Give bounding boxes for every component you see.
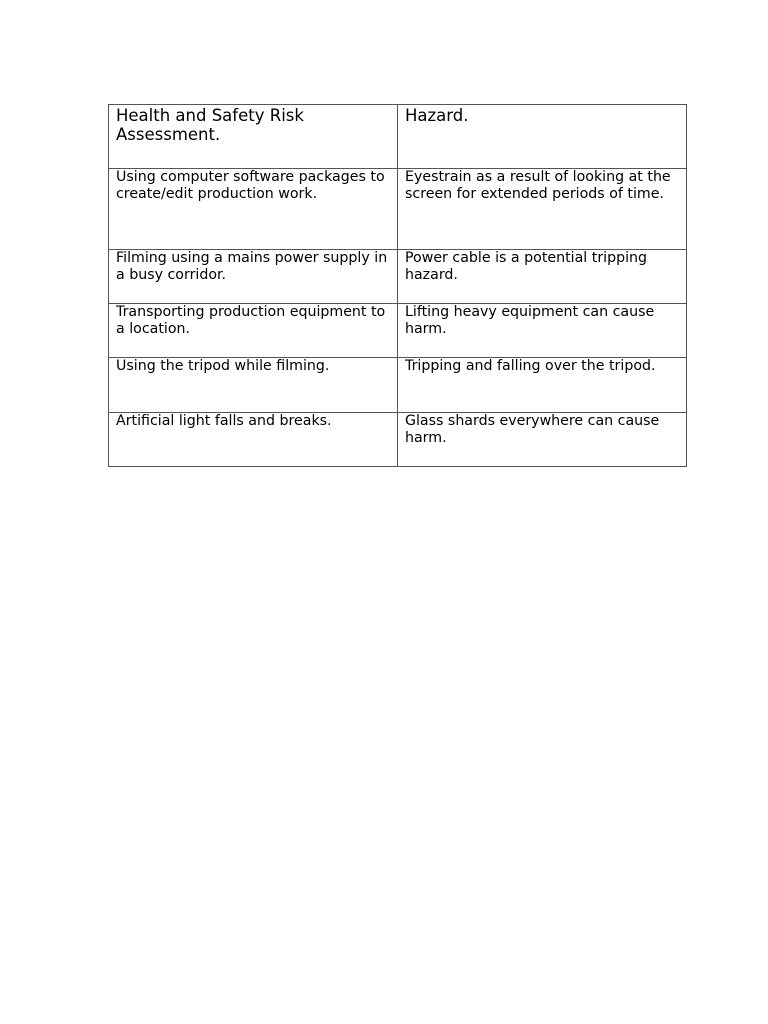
activity-cell: Using computer software packages to create/edit production work. (109, 169, 398, 250)
hazard-cell: Lifting heavy equipment can cause harm. (398, 304, 687, 358)
header-hazard: Hazard. (398, 105, 687, 169)
header-risk-assessment: Health and Safety Risk Assessment. (109, 105, 398, 169)
hazard-cell: Eyestrain as a result of looking at the screen for extended periods of time. (398, 169, 687, 250)
table-row (109, 304, 687, 358)
activity-cell: Transporting production equipment to a location. (109, 304, 398, 358)
activity-cell: Filming using a mains power supply in a busy corridor. (109, 250, 398, 304)
table-row (109, 358, 687, 413)
hazard-cell: Glass shards everywhere can cause harm. (398, 413, 687, 467)
hazard-cell: Power cable is a potential tripping hazard. (398, 250, 687, 304)
activity-cell: Artificial light falls and breaks. (109, 413, 398, 467)
table-row (109, 413, 687, 467)
table-row (109, 169, 687, 250)
table-header-row (109, 105, 687, 169)
activity-cell: Using the tripod while filming. (109, 358, 398, 413)
risk-assessment-table (108, 104, 687, 467)
table-row (109, 250, 687, 304)
hazard-cell: Tripping and falling over the tripod. (398, 358, 687, 413)
